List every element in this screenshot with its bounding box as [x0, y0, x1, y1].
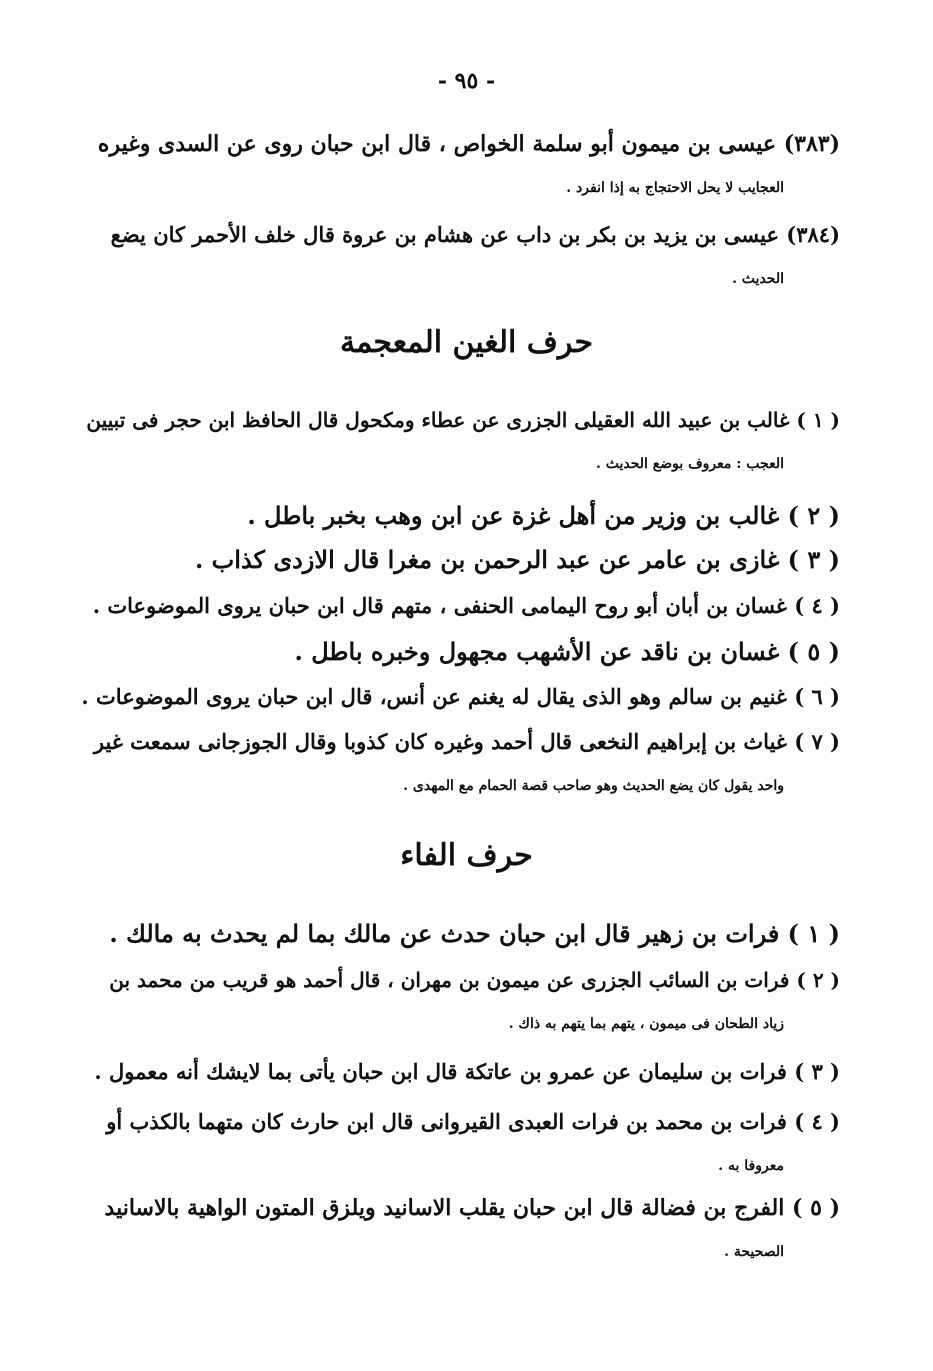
entry-line: زياد الطحان فى ميمون ، يتهم بما يتهم به ذاك . [508, 1016, 784, 1032]
fa-entry-1 [80, 912, 840, 956]
entry-line: الحديث . [732, 271, 784, 287]
entry-line: واحد يقول كان يضع الحديث وهو صاحب قصة الحمام مع المهدى . [403, 778, 784, 794]
entry-line: ( ٦ ) غنيم بن سالم وهو الذى يقال له يغنم عن أنس، قال ابن حبان يروى الموضوعات . [81, 684, 840, 709]
entry-line: العجب : معروف بوضع الحديث . [595, 456, 784, 472]
ghayn-entry-6 [80, 675, 840, 719]
entry-line: ( ٢ ) فرات بن السائب الجزرى عن ميمون بن مهران ، قال أحمد هو قريب من محمد بن [109, 968, 840, 992]
entry-line: ( ٢ ) غالب بن وزير من أهل غزة عن ابن وهب بخبر باطل . [247, 501, 840, 530]
fa-entry-5 [80, 1186, 840, 1274]
entry-line: (٣٨٣) عيسى بن ميمون أبو سلمة الخواص ، قال ابن حبان روى عن السدى وغيره [97, 131, 840, 157]
entry-383 [80, 122, 840, 210]
fa-entry-4 [80, 1100, 840, 1188]
entry-line: ( ٥ ) الفرج بن فضالة قال ابن حبان يقلب الاسانيد ويلزق المتون الواهية بالاسانيد [104, 1195, 840, 1221]
entry-384 [80, 213, 840, 301]
section-heading-ghayn: حرف الغين المعجمة [339, 325, 593, 360]
entry-line: ( ٣ ) غازى بن عامر عن عبد الرحمن بن مغرا قال الازدى كذاب . [194, 545, 840, 574]
fa-entry-3 [80, 1050, 840, 1094]
entry-line: (٣٨٤) عيسى بن يزيد بن بكر بن داب عن هشام بن عروة قال خلف الأحمر كان يضع [110, 222, 840, 247]
entry-line: معروفا به . [718, 1158, 784, 1174]
ghayn-entry-7 [80, 720, 840, 808]
entry-line: ( ١ ) فرات بن زهير قال ابن حبان حدث عن مالك بما لم يحدث به مالك . [109, 919, 840, 948]
entry-line: ( ٤ ) غسان بن أبان أبو روح اليمامى الحنفى ، متهم قال ابن حبان يروى الموضوعات . [92, 593, 840, 618]
fa-entry-2 [80, 958, 840, 1046]
ghayn-entry-4 [80, 584, 840, 628]
ghayn-entry-3 [80, 538, 840, 582]
entry-line: ( ٥ ) غسان بن ناقد عن الأشهب مجهول وخبره باطل . [294, 637, 840, 666]
entry-line: ( ٤ ) فرات بن محمد بن فرات العبدى القيروانى قال ابن حارث كان متهما بالكذب أو [106, 1109, 840, 1134]
page-number: - ٩٥ - [437, 68, 496, 94]
entry-line: ( ١ ) غالب بن عبيد الله العقيلى الجزرى عن عطاء ومكحول قال الحافظ ابن حجر فى تبيين [86, 408, 840, 432]
entry-line: الصحيحة . [724, 1244, 784, 1260]
section-heading-fa: حرف الفاء [400, 838, 533, 873]
ghayn-entry-5 [80, 630, 840, 674]
ghayn-entry-1 [80, 398, 840, 486]
entry-line: ( ٧ ) غياث بن إبراهيم النخعى قال أحمد وغيره كان كذوبا وقال الجوزجانى سمعت غير [93, 729, 840, 754]
ghayn-entry-2 [80, 494, 840, 538]
entry-line: ( ٣ ) فرات بن سليمان عن عمرو بن عاتكة قال ابن حبان يأتى بما لايشك أنه معمول . [94, 1059, 840, 1084]
entry-line: العجايب لا يحل الاحتجاج به إذا انفرد . [566, 180, 784, 196]
